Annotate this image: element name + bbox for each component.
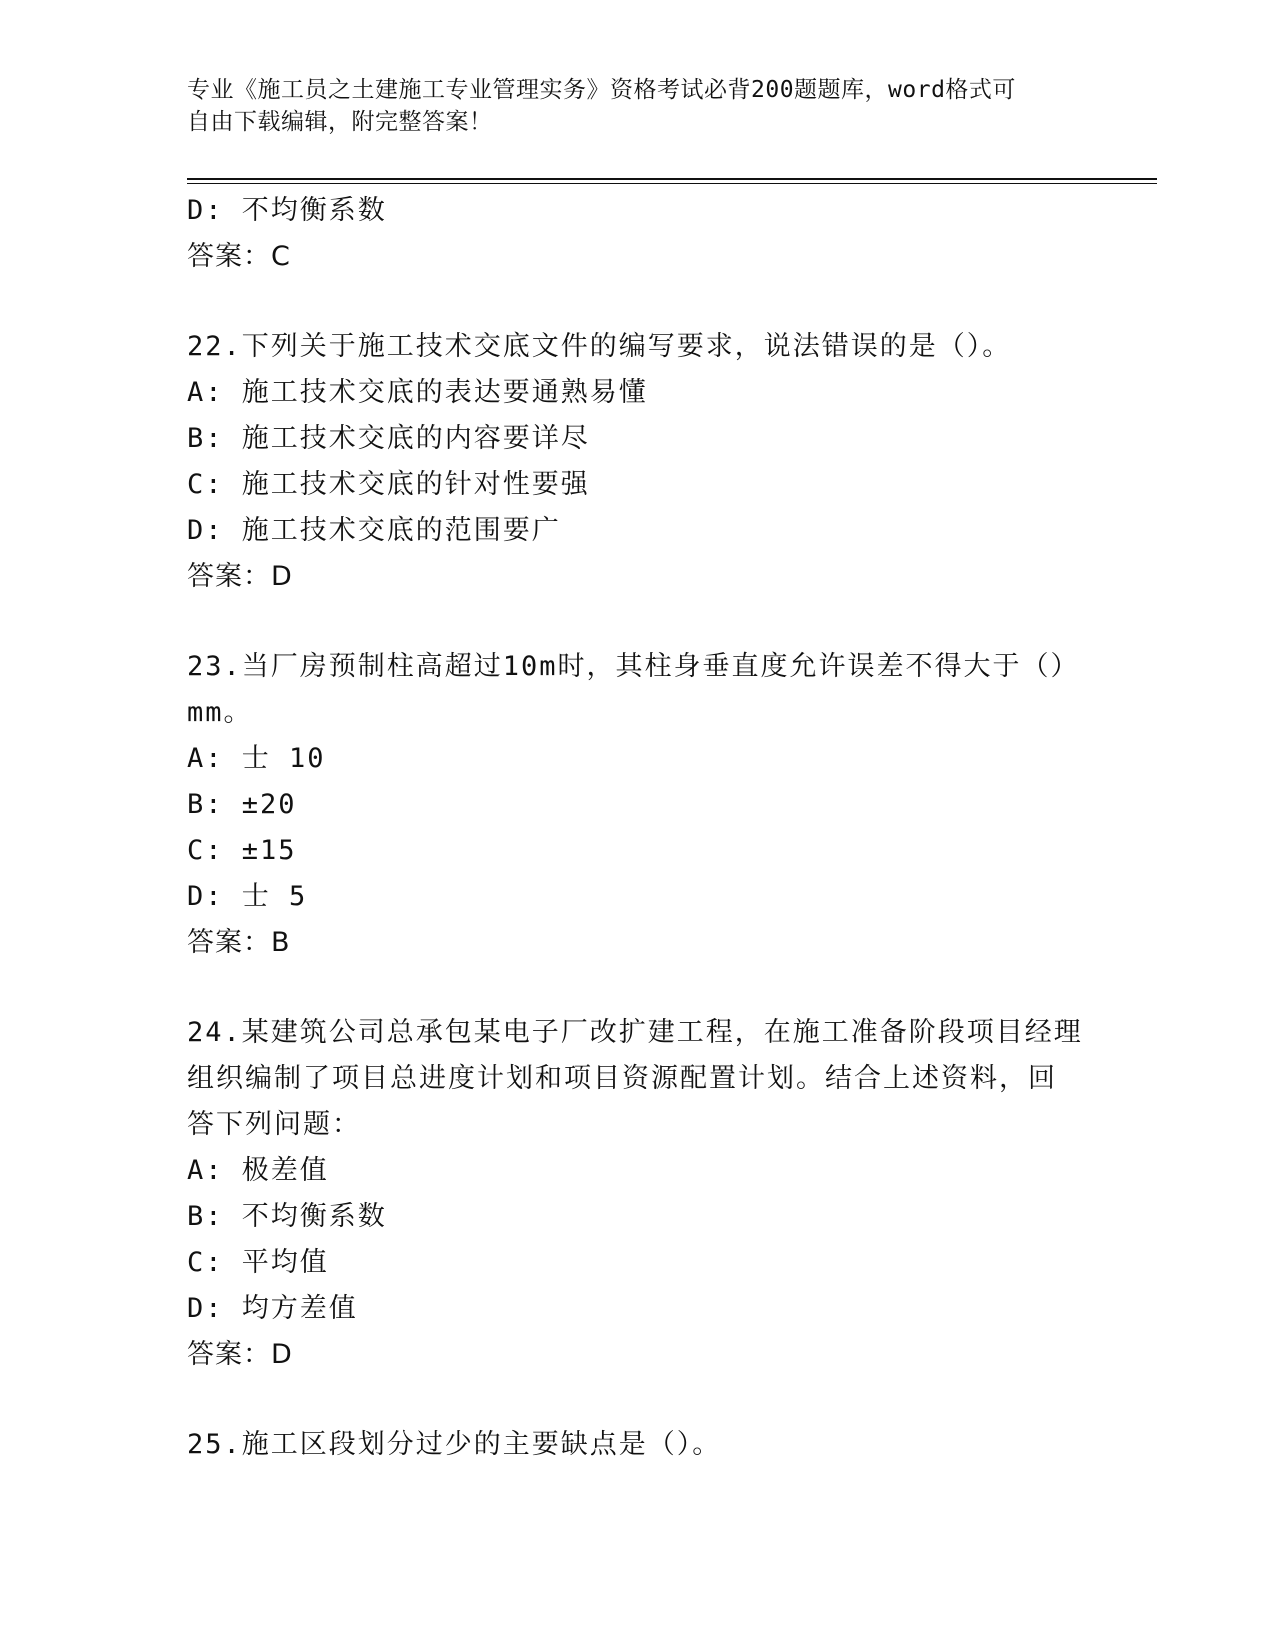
- question-stem-line-3: 答下列问题：: [187, 1109, 361, 1140]
- option-c: C: 施工技术交底的针对性要强: [187, 469, 590, 500]
- option-c: C: ±15: [187, 835, 297, 866]
- question-list: [187, 188, 1107, 1468]
- option-a: A: 士 10: [187, 743, 326, 774]
- question-stem-line-1: 24.某建筑公司总承包某电子厂改扩建工程，在施工准备阶段项目经理: [187, 1017, 1083, 1048]
- question-22: [187, 324, 1107, 600]
- option-c: C: 平均值: [187, 1247, 329, 1278]
- answer: 答案：D: [187, 561, 293, 592]
- option-d: D: 不均衡系数: [187, 195, 387, 226]
- option-d: D: 士 5: [187, 881, 308, 912]
- header-line-1: 专业《施工员之土建施工专业管理实务》资格考试必背200题题库，word格式可: [187, 77, 1016, 103]
- question-25: [187, 1422, 1107, 1468]
- question-23: [187, 644, 1107, 966]
- spacer: [187, 280, 1107, 324]
- answer: 答案：C: [187, 241, 291, 272]
- document-header: [187, 74, 1087, 138]
- header-divider-thin: [187, 183, 1157, 184]
- option-d: D: 施工技术交底的范围要广: [187, 515, 561, 546]
- answer: 答案：D: [187, 1339, 293, 1370]
- header-divider-thick: [187, 178, 1157, 180]
- question-stem-line-2: mm。: [187, 697, 253, 728]
- option-b: B: 不均衡系数: [187, 1201, 387, 1232]
- option-a: A: 施工技术交底的表达要通熟易懂: [187, 377, 648, 408]
- option-a: A: 极差值: [187, 1155, 329, 1186]
- option-b: B: 施工技术交底的内容要详尽: [187, 423, 590, 454]
- option-d: D: 均方差值: [187, 1293, 358, 1324]
- answer: 答案：B: [187, 927, 291, 958]
- question-stem-line-1: 23.当厂房预制柱高超过10m时，其柱身垂直度允许误差不得大于（）: [187, 651, 1080, 682]
- question-21-tail: [187, 188, 1107, 280]
- header-line-2: 自由下载编辑，附完整答案！: [187, 109, 493, 135]
- spacer: [187, 600, 1107, 644]
- question-24: [187, 1010, 1107, 1378]
- option-b: B: ±20: [187, 789, 297, 820]
- question-stem: 25.施工区段划分过少的主要缺点是（）。: [187, 1429, 722, 1460]
- spacer: [187, 966, 1107, 1010]
- question-stem-line-2: 组织编制了项目总进度计划和项目资源配置计划。结合上述资料，回: [187, 1063, 1057, 1094]
- spacer: [187, 1378, 1107, 1422]
- question-stem: 22.下列关于施工技术交底文件的编写要求，说法错误的是（）。: [187, 331, 1012, 362]
